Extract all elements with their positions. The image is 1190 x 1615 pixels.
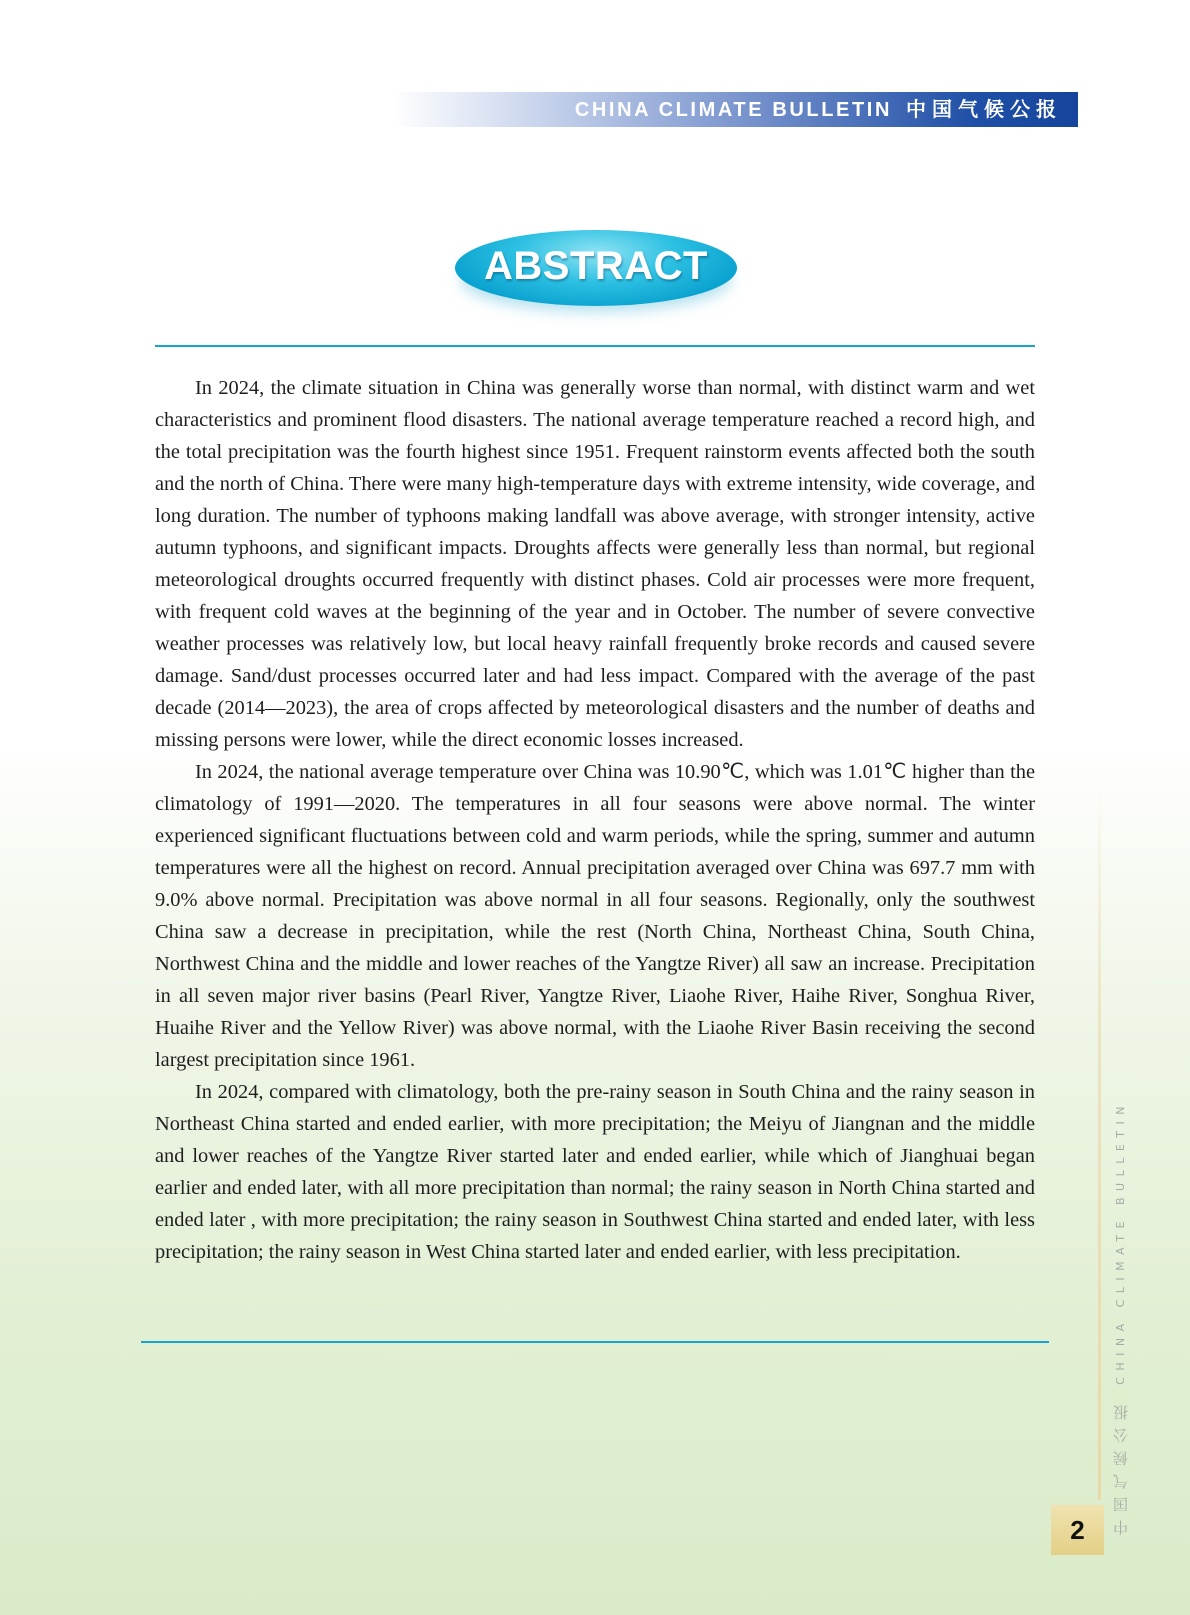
page-number-box: [1051, 1505, 1104, 1555]
side-stripe: [1098, 780, 1101, 1500]
page-number: 2: [1070, 1515, 1085, 1545]
abstract-body: [155, 372, 1035, 1268]
abstract-heading: ABSTRACT: [484, 244, 708, 288]
header-title-cn: 中国气候公报: [906, 97, 1062, 121]
header-title-en: CHINA CLIMATE BULLETIN: [574, 99, 892, 121]
side-running-title: [1108, 1100, 1132, 1535]
paragraph-1: In 2024, the climate situation in China was generally worse than normal, with distinct warm and wet characteristics and prominent flood disasters. The national average temperature reached a record high, and the total precipitation was the fourth highest since 1951. Frequent rainstorm events affected both the south and the north of China. There were many high-temperature days with extreme intensity, wide coverage, and long duration. The number of typhoons making landfall was above average, with stronger intensity, active autumn typhoons, and significant impacts. Droughts affects were generally less than normal, but regional meteorological droughts occurred frequently with distinct phases. Cold air processes were more frequent, with frequent cold waves at the beginning of the year and in October. The number of severe convective weather processes was relatively low, but local heavy rainfall frequently broke records and caused severe damage. Sand/dust processes occurred later and had less impact. Compared with the average of the past decade (2014—2023), the area of crops affected by meteorological disasters and the number of deaths and missing persons were lower, while the direct economic losses increased.: [155, 377, 1035, 751]
paragraph-2: In 2024, the national average temperature over China was 10.90℃, which was 1.01℃ higher than the climatology of 1991—2020. The temperatures in all four seasons were above normal. The winter experienced significant fluctuations between cold and warm periods, while the spring, summer and autumn temperatures were all the highest on record. Annual precipitation averaged over China was 697.7 mm with 9.0% above normal. Precipitation was above normal in all four seasons. Regionally, only the southwest China saw a decrease in precipitation, while the rest (North China, Northeast China, South China, Northwest China and the middle and lower reaches of the Yangtze River) all saw an increase. Precipitation in all seven major river basins (Pearl River, Yangtze River, Liaohe River, Haihe River, Songhua River, Huaihe River and the Yellow River) was above normal, with the Liaohe River Basin receiving the second largest precipitation since 1961.: [155, 761, 1035, 1071]
header-title: [575, 92, 1062, 127]
header-band: [392, 92, 1078, 127]
side-title-cn: 中国气候公报: [1111, 1396, 1130, 1535]
paragraph-3: In 2024, compared with climatology, both the pre-rainy season in South China and the rainy season in Northeast China started and ended earlier, with more precipitation; the Meiyu of Jiangnan and the middle and lower reaches of the Yangtze River started later and ended earlier, while which of Jianghuai began earlier and ended later, with all more precipitation than normal; the rainy season in North China started and ended later , with more precipitation; the rainy season in Southwest China started and ended later, with less precipitation; the rainy season in West China started later and ended earlier, with less precipitation.: [155, 1081, 1035, 1263]
bottom-divider: [141, 1341, 1049, 1343]
top-divider: [155, 345, 1035, 347]
abstract-badge: [455, 230, 737, 306]
side-title-en: CHINA CLIMATE BULLETIN: [1113, 1100, 1127, 1385]
